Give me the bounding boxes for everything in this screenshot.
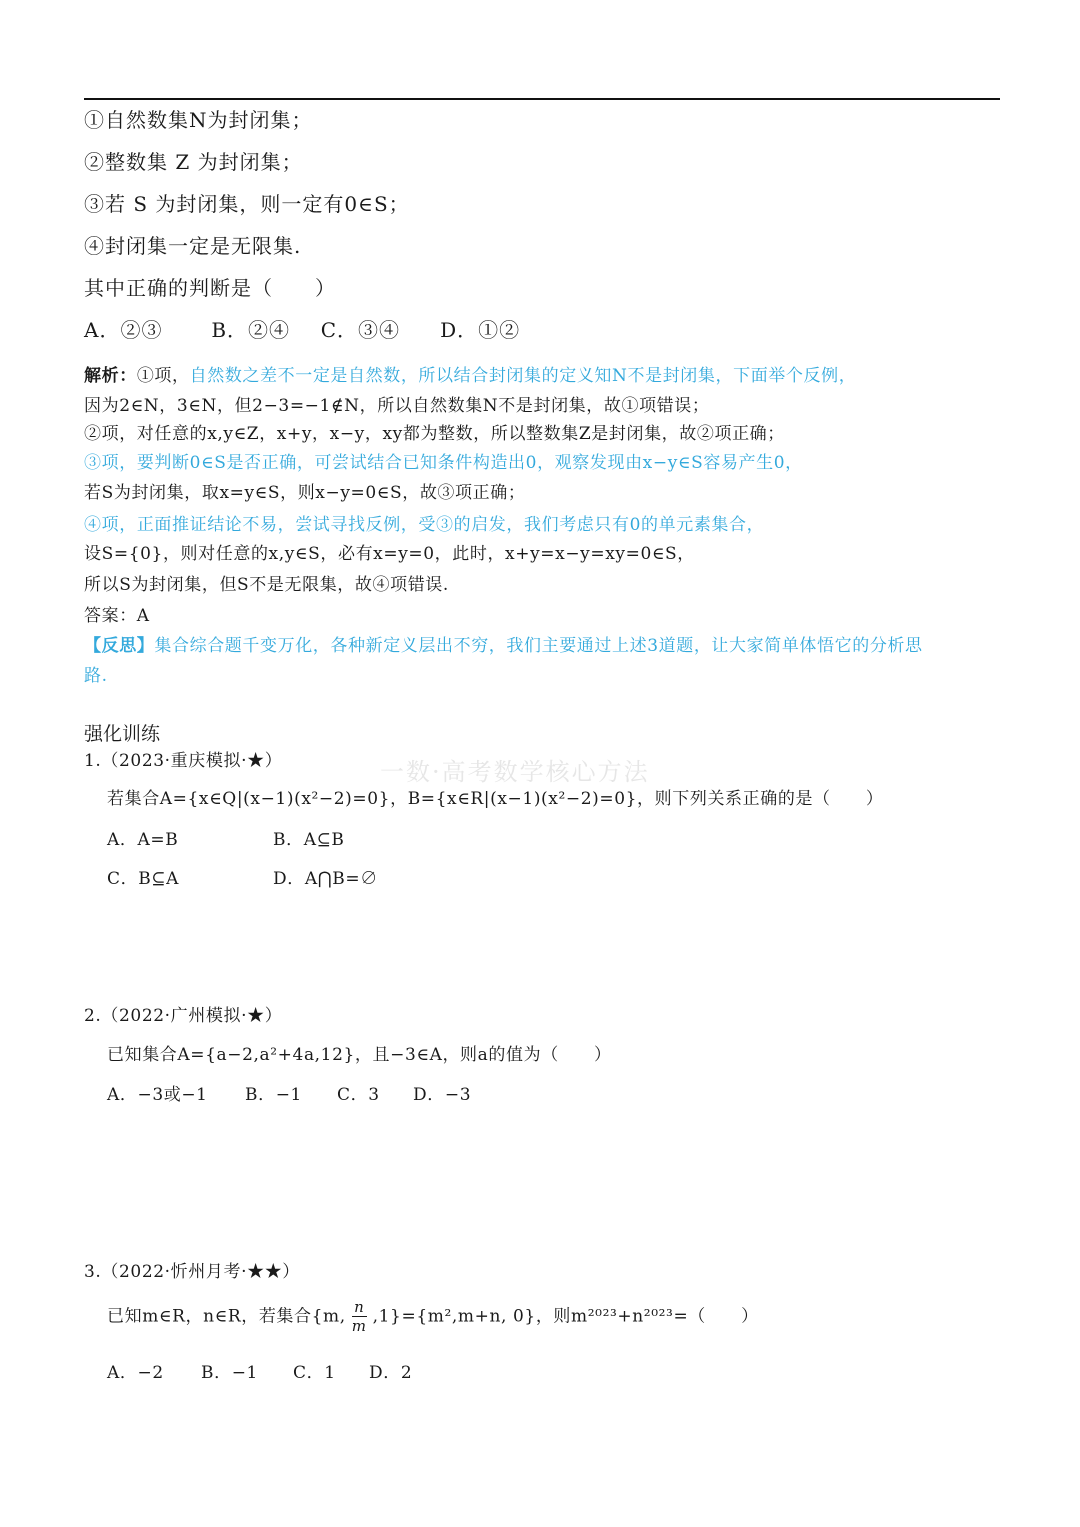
- q1-option-a: A．A=B: [107, 830, 179, 850]
- answer-options: [84, 314, 520, 343]
- section-title: 强化训练: [84, 723, 161, 745]
- q3-options: [107, 1358, 412, 1383]
- q2-heading: 2.（2022·广州模拟·★）: [84, 1006, 283, 1026]
- q2-options: [107, 1080, 471, 1105]
- solution-item: ①项，: [136, 366, 190, 386]
- statement-1: ①自然数集N为封闭集；: [84, 108, 313, 132]
- option-c: C．③④: [320, 318, 401, 342]
- reflection-line-1: [84, 631, 923, 656]
- reflection-tag: 【反思】: [84, 636, 155, 656]
- solution-line-2: 因为2∈N，3∈N，但2−3=−1∉N，所以自然数集N不是封闭集，故①项错误；: [84, 396, 710, 416]
- q3-fraction-denominator: m: [351, 1317, 367, 1335]
- question-text: 其中正确的判断是（ ）: [84, 276, 336, 300]
- solution-hint: 正面推证结论不易，尝试寻找反例，受③的启发，我们考虑只有0的单元素集合，: [136, 515, 765, 535]
- q1-option-d: D．A⋂B=∅: [273, 869, 378, 889]
- solution-line-4: [84, 448, 803, 473]
- q2-option-d: D．−3: [413, 1085, 472, 1105]
- reflection-text: 集合综合题千变万化，各种新定义层出不穷，我们主要通过上述3道题，让大家简单体悟它的分析思: [154, 636, 923, 656]
- q2-stem: 已知集合A={a−2,a²+4a,12}，且−3∈A，则a的值为（ ）: [107, 1045, 612, 1065]
- answer-line: 答案：A: [84, 606, 150, 626]
- q3-fraction-numerator: n: [352, 1300, 367, 1317]
- q2-option-a: A．−3或−1: [107, 1085, 208, 1105]
- q1-stem: 若集合A={x∈Q|(x−1)(x²−2)=0}，B={x∈R|(x−1)(x²−2)=0}，则下列关系正确的是（ ）: [107, 789, 884, 809]
- q3-option-b: B．−1: [201, 1363, 258, 1383]
- q3-stem-pre: 已知m∈R，n∈R，若集合{m,: [107, 1306, 346, 1327]
- q2-option-c: C．3: [337, 1085, 380, 1105]
- q1-option-c: C．B⊆A: [107, 869, 180, 889]
- solution-item: ④项，: [84, 515, 137, 535]
- statement-4: ④封闭集一定是无限集.: [84, 234, 302, 258]
- q3-option-a: A．−2: [107, 1363, 164, 1383]
- q1-heading: 1.（2023·重庆模拟·★）: [84, 751, 283, 771]
- solution-line-8: 所以S为封闭集，但S不是无限集，故④项错误.: [84, 575, 449, 595]
- option-b: B．②④: [211, 318, 291, 342]
- solution-line-7: 设S={0}，则对任意的x,y∈S，必有x=y=0，此时，x+y=x−y=xy=0∈S，: [84, 544, 695, 564]
- solution-label: 解析：: [84, 366, 137, 386]
- q3-stem: [107, 1300, 759, 1334]
- q3-stem-post: ,1}={m²,m+n, 0}，则m²⁰²³+n²⁰²³=（ ）: [372, 1306, 759, 1327]
- solution-line-6: [84, 510, 764, 535]
- solution-line-5: 若S为封闭集，取x=y∈S，则x−y=0∈S，故③项正确；: [84, 483, 526, 503]
- solution-hint: 自然数之差不一定是自然数，所以结合封闭集的定义知N不是封闭集，下面举个反例，: [189, 366, 857, 386]
- solution-hint: 要判断0∈S是否正确，可尝试结合已知条件构造出0，观察发现由x−y∈S容易产生0，: [136, 453, 803, 473]
- q3-option-c: C．1: [293, 1363, 336, 1383]
- solution-line-3: ②项，对任意的x,y∈Z，x+y，x−y，xy都为整数，所以整数集Z是封闭集，故②项正确；: [84, 424, 785, 444]
- option-d: D．①②: [440, 318, 521, 342]
- q3-heading: 3.（2022·忻州月考·★★）: [84, 1262, 300, 1282]
- q1-option-b: B．A⊆B: [273, 830, 345, 850]
- q2-option-b: B．−1: [245, 1085, 302, 1105]
- option-a: A．②③: [84, 318, 163, 342]
- q3-option-d: D．2: [369, 1363, 413, 1383]
- reflection-line-2: 路.: [84, 666, 108, 686]
- solution-item: ③项，: [84, 453, 137, 473]
- solution-line-1: [84, 361, 856, 386]
- statement-3: ③若 S 为封闭集，则一定有0∈S；: [84, 192, 410, 216]
- watermark: 一数·高考数学核心方法: [380, 758, 650, 786]
- q3-fraction: [352, 1300, 367, 1334]
- statement-2: ②整数集 Z 为封闭集；: [84, 150, 303, 174]
- header-rule: [84, 98, 1000, 100]
